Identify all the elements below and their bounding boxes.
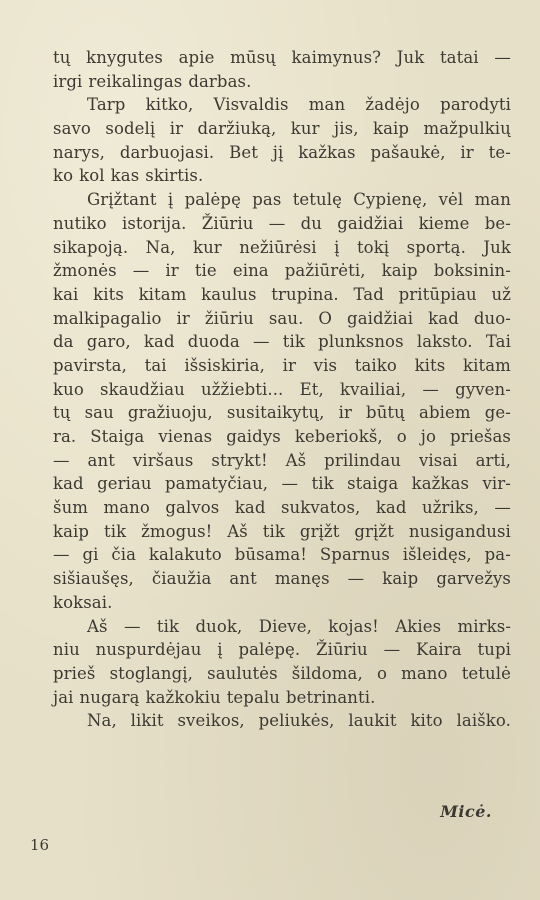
word: į: [334, 237, 340, 257]
word: kaip: [382, 569, 419, 589]
word: Grįžtant: [87, 190, 157, 210]
word: kitam: [138, 284, 187, 304]
word: Sparnus: [319, 545, 390, 565]
word: koksai.: [53, 592, 113, 612]
word: nusigandusi: [408, 521, 511, 541]
word: susitaikytų,: [226, 403, 325, 423]
word: palėpę.: [238, 640, 301, 660]
word: savo: [53, 119, 91, 139]
text-line: [53, 330, 511, 354]
word: apie: [178, 48, 215, 67]
body-text: [53, 46, 511, 733]
word: kitko,: [145, 95, 194, 115]
word: viršaus: [132, 450, 194, 470]
word: Žiūriu: [201, 213, 254, 233]
word: nutiko: [53, 213, 107, 233]
word: Bet: [229, 142, 258, 162]
word: gyven-: [455, 379, 511, 399]
text-line: [53, 117, 511, 141]
word: kvailiai,: [339, 379, 407, 399]
word: darbas.: [188, 71, 252, 91]
word: tik: [156, 616, 180, 636]
word: Cypienę,: [353, 190, 428, 210]
word: tetulę: [292, 190, 342, 210]
word: Tai: [485, 332, 511, 352]
word: užriks,: [421, 498, 479, 518]
text-line: [53, 449, 511, 473]
text-line: [53, 425, 511, 449]
word: tų: [53, 48, 71, 67]
word: ge-: [484, 403, 511, 423]
word: ra.: [53, 427, 77, 446]
word: kas: [110, 166, 140, 186]
word: nugarą: [79, 687, 140, 707]
word: likit: [130, 711, 164, 731]
word: kalakuto: [148, 545, 222, 565]
word: te-: [488, 142, 511, 162]
word: staiga: [347, 474, 399, 494]
word: —: [123, 616, 141, 636]
word: Juk: [483, 237, 511, 257]
word: tų: [53, 403, 71, 423]
word: irgi: [53, 71, 83, 91]
word: kad: [375, 498, 407, 518]
word: kojas!: [328, 616, 379, 636]
word: tupi: [477, 640, 511, 660]
word: sveikos,: [177, 711, 245, 731]
word: plunksnos: [318, 332, 404, 352]
word: kad: [143, 332, 175, 352]
word: šildoma,: [291, 663, 363, 683]
word: šum: [53, 498, 89, 518]
word: mūsų: [230, 48, 276, 67]
word: boksinin-: [433, 261, 511, 281]
word: pavirsta,: [53, 355, 127, 375]
text-line: [53, 188, 511, 212]
word: tik: [262, 521, 285, 541]
text-line: [53, 615, 511, 639]
word: be-: [484, 213, 511, 233]
word: tik: [311, 474, 334, 494]
word: visai: [418, 450, 458, 470]
word: būsama!: [234, 545, 308, 565]
text-line: [53, 93, 511, 117]
word: kai: [53, 284, 79, 304]
word: Staiga: [90, 427, 145, 446]
word: prilindau: [324, 450, 402, 470]
word: laiško.: [456, 711, 511, 731]
word: kur: [290, 119, 320, 139]
word: kaimynus?: [291, 48, 382, 67]
word: sodelį: [105, 119, 156, 139]
word: išleidęs,: [402, 545, 472, 565]
word: kažkas: [298, 142, 356, 162]
word: peliukės,: [258, 711, 335, 731]
text-line: [53, 496, 511, 520]
word: būtų: [366, 403, 405, 423]
word: galvos: [165, 498, 220, 518]
word: kad: [53, 474, 84, 494]
word: mano: [103, 498, 150, 518]
word: malkipagalio: [53, 308, 162, 328]
word: man: [474, 190, 511, 210]
word: stoglangį,: [109, 663, 194, 683]
word: tie: [194, 261, 217, 281]
word: ko: [53, 166, 74, 186]
page-number: 16: [30, 836, 50, 854]
word: kito: [410, 711, 443, 731]
text-line: [53, 662, 511, 686]
word: pritūpiau: [398, 284, 477, 304]
text-line: [53, 591, 511, 615]
word: žmonės: [53, 261, 117, 281]
text-line: [53, 709, 511, 733]
word: vėl: [438, 190, 464, 210]
word: jo: [420, 427, 436, 446]
word: Tad: [353, 284, 384, 304]
word: da: [53, 332, 74, 352]
word: Juk: [396, 48, 425, 67]
word: man: [308, 95, 346, 115]
word: tepalu: [226, 687, 280, 707]
word: Tarp: [87, 95, 126, 115]
word: betrinanti.: [286, 687, 376, 707]
text-line: [53, 354, 511, 378]
word: kad: [428, 308, 459, 328]
word: arti,: [475, 450, 511, 470]
text-line: [53, 46, 511, 70]
word: žadėjo: [365, 95, 420, 115]
word: Žiūriu: [316, 640, 368, 660]
word: laukit: [348, 711, 397, 731]
text-line: [53, 164, 511, 188]
word: geriau: [97, 474, 152, 494]
word: sportą.: [406, 237, 466, 257]
word: pas: [252, 190, 282, 210]
text-line: [53, 307, 511, 331]
word: —: [347, 569, 365, 589]
word: pa-: [484, 545, 511, 565]
word: Aš: [285, 450, 307, 470]
word: garvežys: [436, 569, 511, 589]
word: —: [281, 474, 299, 494]
word: darbuojasi.: [119, 142, 215, 162]
word: kaip: [381, 261, 418, 281]
word: čiaužia: [151, 569, 212, 589]
word: ir: [282, 355, 296, 375]
text-line: [53, 520, 511, 544]
word: vienas: [158, 427, 213, 446]
word: kits: [93, 284, 124, 304]
word: taiko: [354, 355, 397, 375]
word: daržiuką,: [197, 119, 277, 139]
text-line: [53, 236, 511, 260]
word: tik: [103, 521, 127, 541]
word: sikapoją.: [53, 237, 129, 257]
word: parodyti: [440, 95, 511, 115]
text-line: [53, 472, 511, 496]
word: už: [491, 284, 511, 304]
word: kad: [234, 498, 266, 518]
word: ir: [165, 261, 179, 281]
word: nuspurdėjau: [95, 640, 202, 660]
text-line: [53, 283, 511, 307]
word: užžiebti...: [201, 379, 284, 399]
signature: Micė.: [440, 802, 492, 821]
word: mažpulkių: [423, 119, 511, 139]
word: reikalingas: [88, 71, 183, 91]
word: ir: [176, 308, 190, 328]
word: vir-: [482, 474, 511, 494]
word: narys,: [53, 142, 105, 162]
text-line: [53, 378, 511, 402]
text-line: [53, 567, 511, 591]
word: Na,: [145, 237, 176, 257]
word: gaidžiai: [347, 308, 414, 328]
word: manęs: [274, 569, 330, 589]
word: —: [268, 213, 286, 233]
text-line: [53, 543, 511, 567]
word: duo-: [473, 308, 511, 328]
word: jis,: [334, 119, 359, 139]
word: —: [494, 48, 511, 67]
word: Et,: [299, 379, 324, 399]
text-line: [53, 686, 511, 710]
word: grįžt: [299, 521, 340, 541]
word: grįžt: [354, 521, 394, 541]
word: —: [383, 640, 401, 660]
word: mirks-: [457, 616, 511, 636]
word: kuo: [53, 379, 84, 399]
word: vis: [313, 355, 338, 375]
word: —: [422, 379, 439, 399]
word: gi: [82, 545, 99, 565]
word: į: [217, 640, 223, 660]
word: kaip: [53, 521, 90, 541]
word: sukvatos,: [280, 498, 361, 518]
word: kažkokiu: [145, 687, 221, 707]
word: Aš: [227, 521, 248, 541]
word: skirtis.: [145, 166, 204, 186]
word: gaidžiai: [337, 213, 404, 233]
word: eina: [232, 261, 269, 281]
word: gražiuoju,: [127, 403, 213, 423]
word: o: [396, 427, 407, 446]
word: ir: [169, 119, 184, 139]
word: ant: [87, 450, 115, 470]
word: —: [253, 332, 270, 352]
word: kaulus: [201, 284, 257, 304]
word: ant: [229, 569, 257, 589]
word: Kaira: [416, 640, 462, 660]
word: gaidys: [226, 427, 281, 446]
word: kitam: [463, 355, 511, 375]
word: tetulė: [461, 663, 511, 683]
word: tokį: [356, 237, 390, 257]
word: kits: [414, 355, 446, 375]
word: nežiūrėsi: [239, 237, 317, 257]
word: žiūriu: [204, 308, 254, 328]
word: kaip: [372, 119, 410, 139]
text-line: [53, 259, 511, 283]
text-line: [53, 401, 511, 425]
word: pašaukė,: [370, 142, 446, 162]
word: istorija.: [121, 213, 187, 233]
word: Akies: [395, 616, 442, 636]
word: kol: [79, 166, 105, 186]
word: saulutės: [207, 663, 278, 683]
word: skaudžiau: [100, 379, 185, 399]
word: o: [376, 663, 387, 683]
text-line: [53, 212, 511, 236]
word: keberiokš,: [294, 427, 383, 446]
word: knygutes: [86, 48, 163, 67]
word: Dieve,: [258, 616, 312, 636]
word: kur: [192, 237, 222, 257]
word: Na,: [87, 711, 117, 731]
word: sau.: [268, 308, 304, 328]
word: O: [318, 308, 333, 328]
word: mano: [401, 663, 448, 683]
word: išsiskiria,: [184, 355, 265, 375]
word: ir: [460, 142, 474, 162]
word: čia: [111, 545, 137, 565]
word: ir: [338, 403, 352, 423]
word: —: [53, 450, 70, 470]
word: strykt!: [211, 450, 268, 470]
word: duok,: [195, 616, 243, 636]
word: pamatyčiau,: [164, 474, 269, 494]
word: du: [300, 213, 322, 233]
word: palėpę: [184, 190, 241, 210]
word: sau: [84, 403, 114, 423]
word: niu: [53, 640, 80, 660]
word: kažkas: [411, 474, 470, 494]
word: trupina.: [271, 284, 339, 304]
word: —: [494, 498, 511, 518]
word: pažiūrėti,: [284, 261, 366, 281]
word: garo,: [86, 332, 131, 352]
text-line: [53, 638, 511, 662]
word: sišiaušęs,: [53, 569, 134, 589]
text-line: [53, 70, 511, 94]
word: žmogus!: [141, 521, 213, 541]
word: priešas: [449, 427, 511, 446]
word: jai: [53, 687, 74, 707]
word: tik: [282, 332, 305, 352]
word: —: [53, 545, 70, 565]
word: —: [132, 261, 150, 281]
word: abiem: [419, 403, 471, 423]
word: laksto.: [416, 332, 473, 352]
word: jį: [272, 142, 284, 162]
word: duoda: [187, 332, 240, 352]
word: prieš: [53, 663, 96, 683]
word: Aš: [87, 616, 108, 636]
text-line: [53, 141, 511, 165]
word: tai: [144, 355, 167, 375]
word: į: [167, 190, 174, 210]
word: Visvaldis: [213, 95, 289, 115]
word: kieme: [418, 213, 470, 233]
word: tatai: [439, 48, 479, 67]
